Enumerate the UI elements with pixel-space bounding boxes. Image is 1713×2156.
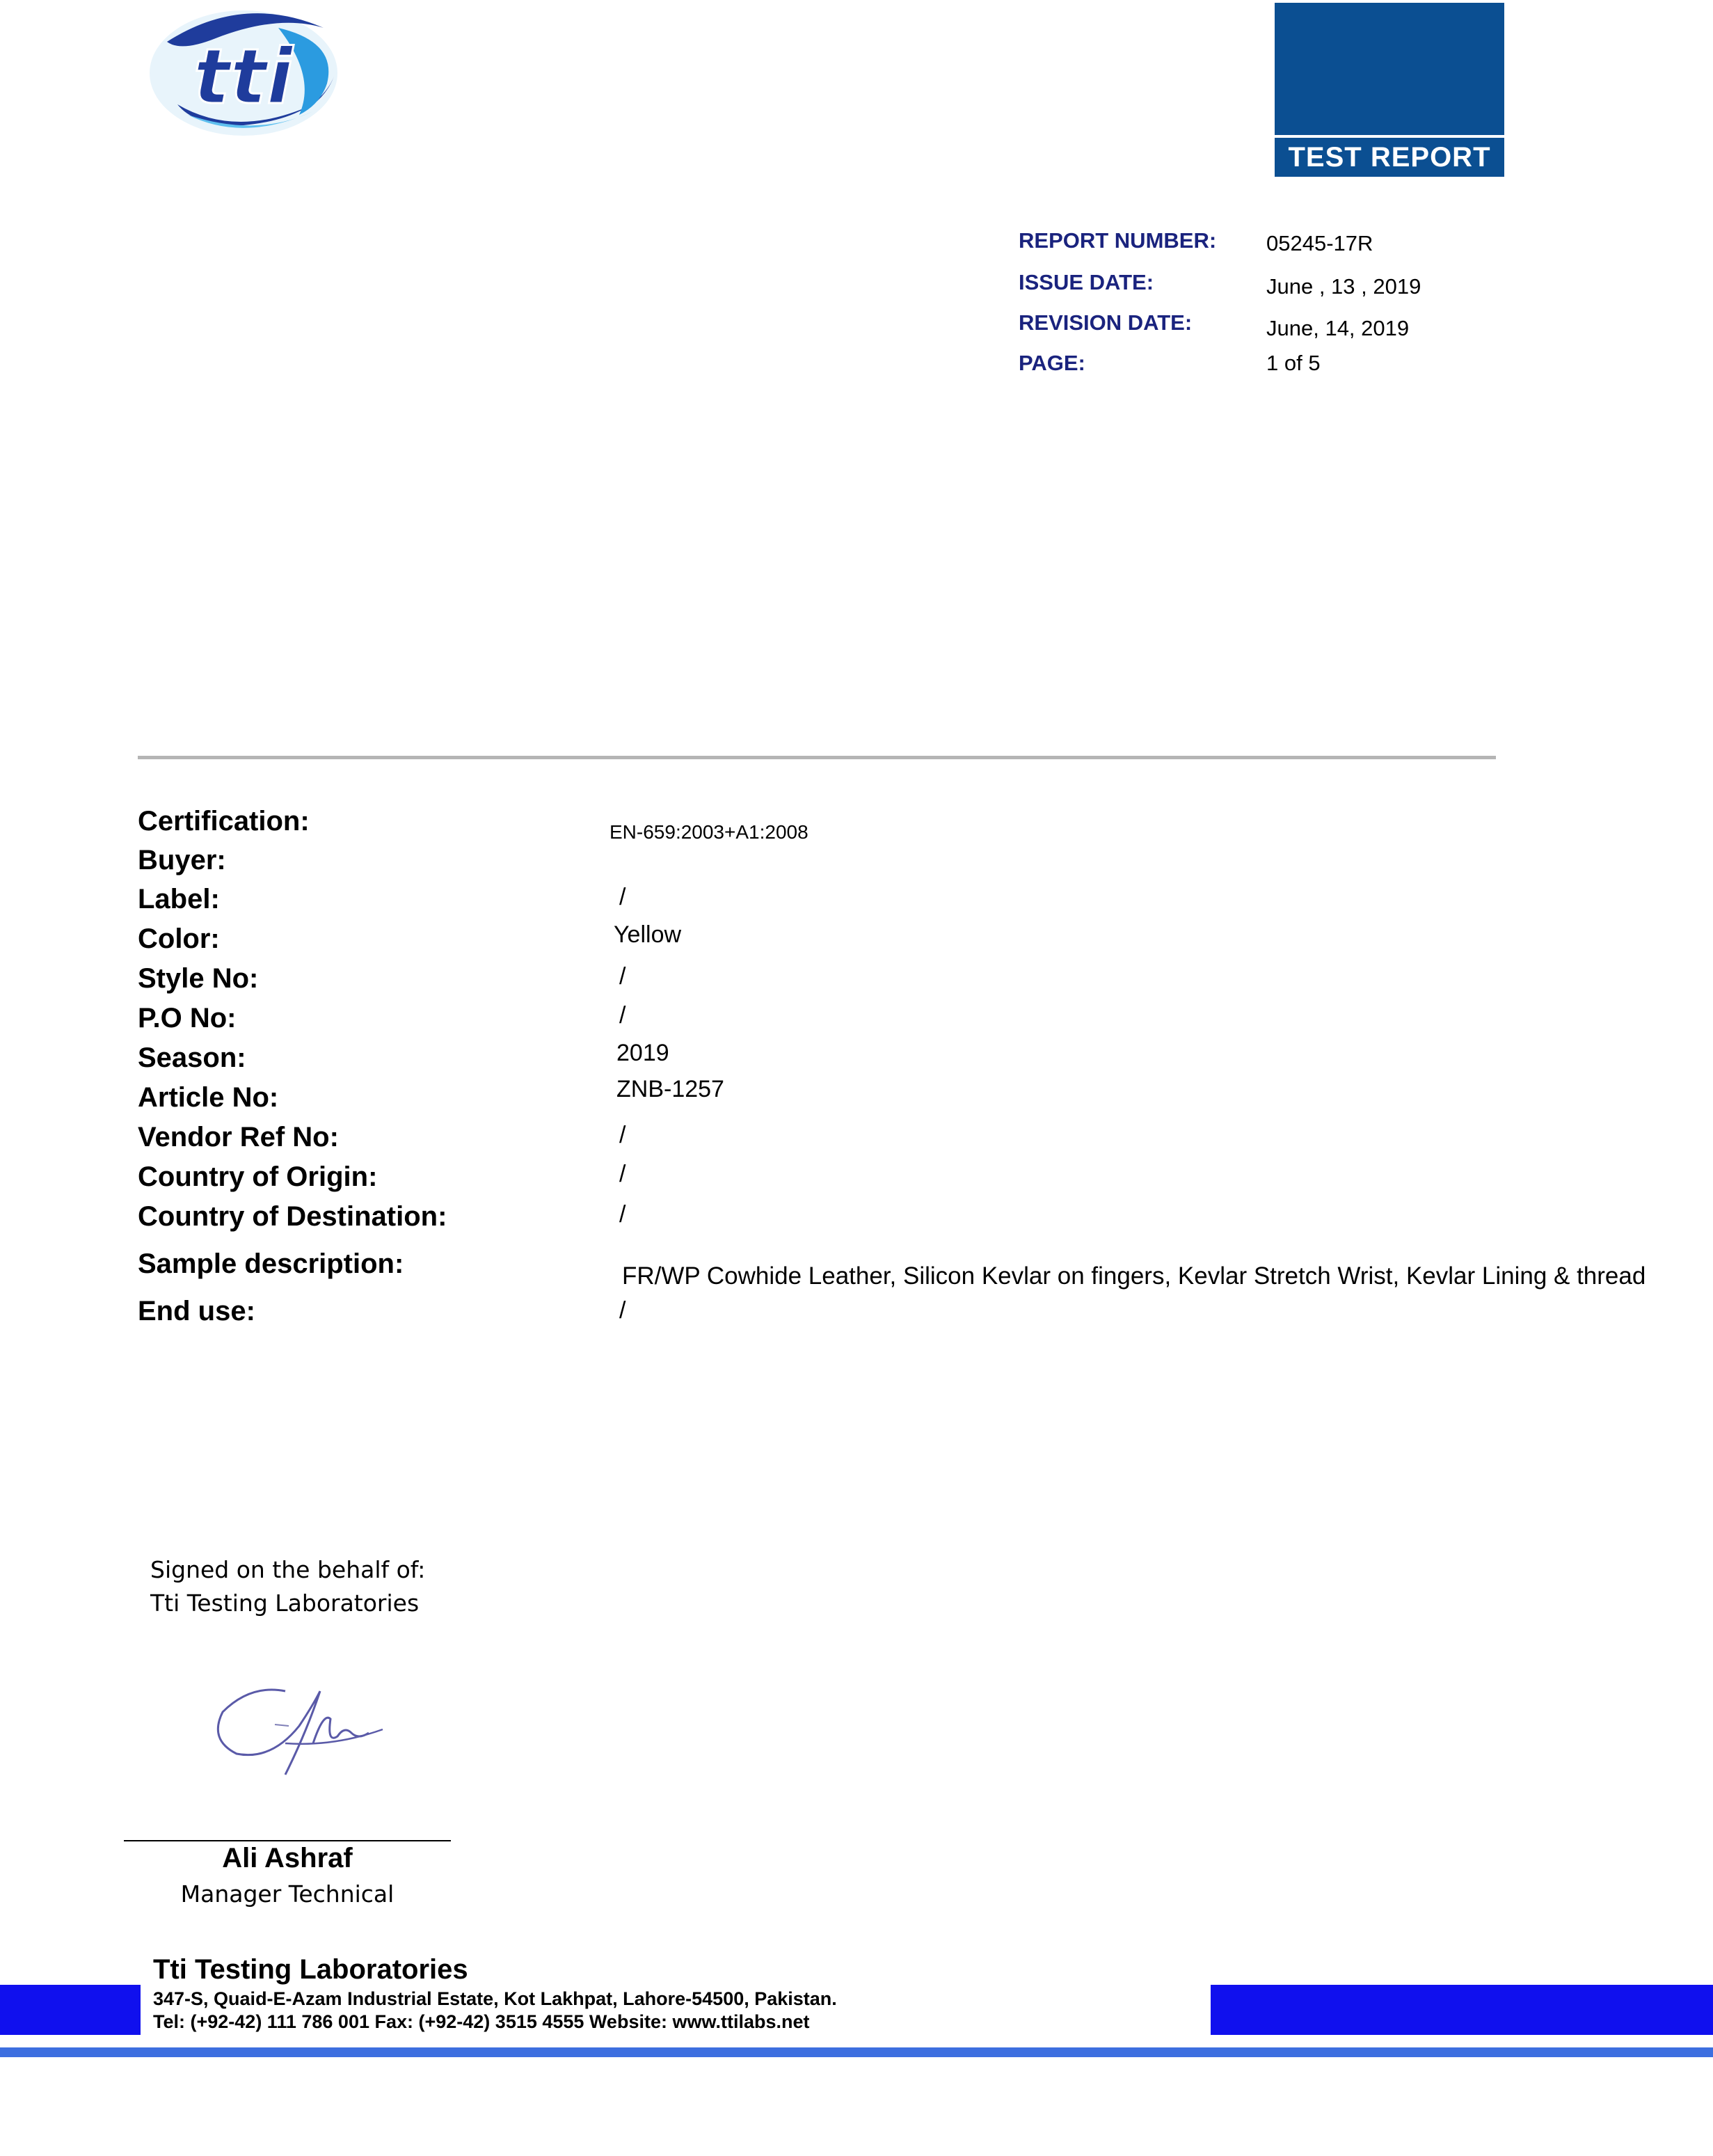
color-value: Yellow xyxy=(614,921,682,948)
sample-description-label: Sample description: xyxy=(138,1249,404,1279)
country-of-origin-value: / xyxy=(619,1161,626,1187)
footer-left-bar xyxy=(0,1985,141,2035)
report-number-label: REPORT NUMBER: xyxy=(1019,228,1217,253)
po-no-value: / xyxy=(619,1002,626,1029)
revision-date-label: REVISION DATE: xyxy=(1019,310,1193,335)
po-no-label: P.O No: xyxy=(138,1003,237,1033)
signed-on-behalf-text: Signed on the behalf of: xyxy=(150,1556,426,1583)
article-no-label: Article No: xyxy=(138,1082,279,1113)
end-use-value: / xyxy=(619,1297,626,1324)
signing-organization: Tti Testing Laboratories xyxy=(150,1590,420,1617)
page-value: 1 of 5 xyxy=(1266,351,1321,375)
style-no-label: Style No: xyxy=(138,963,259,994)
season-label: Season: xyxy=(138,1043,246,1073)
footer-bottom-line xyxy=(0,2047,1713,2057)
country-of-destination-value: / xyxy=(619,1201,626,1228)
footer-right-bar xyxy=(1211,1985,1713,2035)
certification-label: Certification: xyxy=(138,806,310,837)
handwritten-signature xyxy=(209,1677,390,1782)
vendor-ref-no-label: Vendor Ref No: xyxy=(138,1122,339,1152)
certification-value: EN-659:2003+A1:2008 xyxy=(609,821,808,843)
vendor-ref-no-value: / xyxy=(619,1122,626,1148)
label-label: Label: xyxy=(138,884,220,914)
footer-company: Tti Testing Laboratories xyxy=(153,1954,468,1985)
buyer-label: Buyer: xyxy=(138,845,226,875)
test-report-label: TEST REPORT xyxy=(1275,135,1504,177)
season-value: 2019 xyxy=(616,1040,669,1066)
end-use-label: End use: xyxy=(138,1296,255,1326)
signature-line xyxy=(124,1840,451,1841)
color-label: Color: xyxy=(138,924,220,954)
page-label: PAGE: xyxy=(1019,351,1085,375)
issue-date-value: June , 13 , 2019 xyxy=(1266,274,1421,299)
logo-text: tti xyxy=(193,32,293,121)
style-no-value: / xyxy=(619,963,626,990)
sample-description-value: FR/WP Cowhide Leather, Silicon Kevlar on fingers, Kevlar Stretch Wrist, Kevlar Lining & thread xyxy=(622,1262,1646,1290)
signatory-name: Ali Ashraf xyxy=(222,1843,353,1873)
footer-address: 347-S, Quaid-E-Azam Industrial Estate, Kot Lakhpat, Lahore-54500, Pakistan. xyxy=(153,1988,837,2009)
signatory-title: Manager Technical xyxy=(180,1880,395,1908)
label-value: / xyxy=(619,884,626,910)
country-of-origin-label: Country of Origin: xyxy=(138,1162,378,1192)
header-divider xyxy=(138,756,1496,759)
tti-logo xyxy=(139,0,348,150)
issue-date-label: ISSUE DATE: xyxy=(1019,270,1154,294)
revision-date-value: June, 14, 2019 xyxy=(1266,316,1410,340)
test-report-badge xyxy=(1275,3,1504,177)
footer-contact: Tel: (+92-42) 111 786 001 Fax: (+92-42) 3515 4555 Website: www.ttilabs.net xyxy=(153,2011,810,2032)
country-of-destination-label: Country of Destination: xyxy=(138,1201,447,1232)
article-no-value: ZNB-1257 xyxy=(616,1076,724,1102)
report-number-value: 05245-17R xyxy=(1266,231,1373,255)
